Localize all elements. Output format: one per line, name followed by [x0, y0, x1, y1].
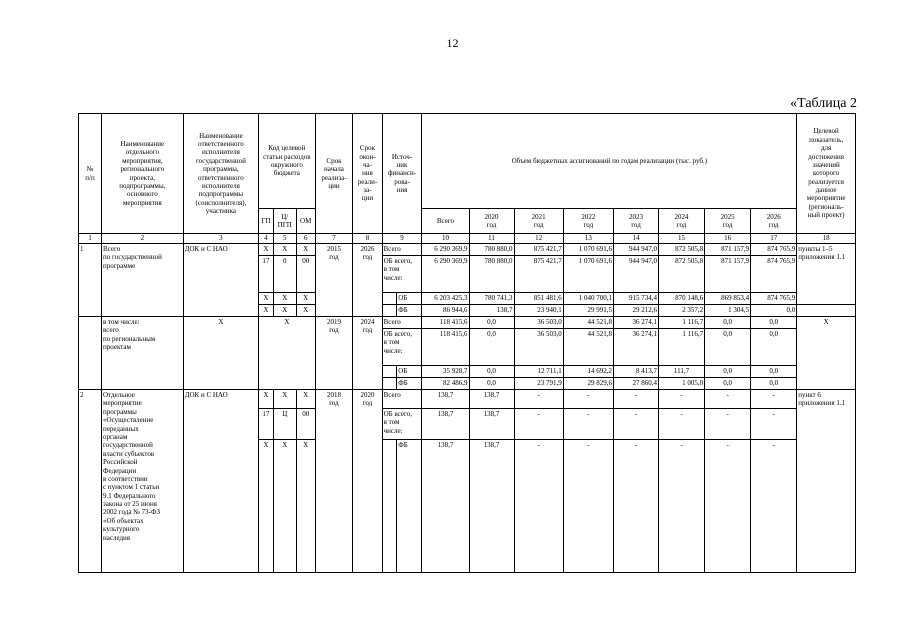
value-2023: 27 860,4 — [614, 378, 659, 390]
value-2023: 8 413,7 — [614, 366, 659, 378]
value-2023: - — [614, 390, 659, 409]
row-target-empty — [797, 305, 856, 317]
value-2026: 0,0 — [751, 329, 797, 366]
value-2021: 12 711,1 — [514, 366, 563, 378]
value-total: 6 290 369,9 — [422, 256, 469, 293]
source-indent — [382, 440, 397, 573]
value-total: 138,7 — [422, 390, 469, 409]
value-total: 86 944,6 — [422, 305, 469, 317]
column-number-row — [79, 234, 856, 244]
row-executor: Х — [183, 317, 258, 390]
code-gp: Х — [259, 293, 274, 305]
row-source: Всего — [382, 244, 422, 256]
table-row — [79, 317, 856, 329]
code-cpgp: Х — [273, 293, 296, 305]
value-2021: - — [514, 440, 563, 573]
col-number: 4 — [259, 234, 274, 244]
value-2022: 29 991,5 — [563, 305, 613, 317]
value-2025: 871 157,9 — [705, 256, 751, 293]
code-om: 00 — [296, 256, 315, 293]
row-source: ОБ всего, в том числе: — [382, 409, 422, 440]
row-end: 2024 год — [353, 317, 382, 390]
value-2026: 874 765,9 — [751, 293, 797, 305]
code-cpgp: Х — [273, 390, 296, 409]
code-cpgp: 0 — [273, 256, 296, 293]
value-2024: 1 116,7 — [659, 329, 705, 366]
source-indent — [382, 366, 397, 378]
value-2021: - — [514, 390, 563, 409]
value-2021: 36 503,0 — [514, 329, 563, 366]
col-number: 16 — [705, 234, 751, 244]
value-2022: 1 070 691,6 — [563, 256, 613, 293]
value-2021: 23 940,1 — [514, 305, 563, 317]
col-number: 10 — [422, 234, 469, 244]
value-2025: 869 853,4 — [705, 293, 751, 305]
row-num: 2 — [79, 390, 102, 573]
value-2022: 44 521,8 — [563, 329, 613, 366]
header-num: № п/п — [79, 114, 102, 234]
header-total: Всего — [422, 209, 469, 234]
value-2023: - — [614, 440, 659, 573]
value-total: 138,7 — [422, 440, 469, 573]
row-name: Всего по государственной программе — [102, 244, 184, 317]
value-2020: 780 880,0 — [469, 244, 514, 256]
header-target: Целевой показатель, для достижения значений которого реализуется данное мероприятие (региональ- ный проект) — [797, 114, 856, 234]
value-2020: 138,7 — [469, 440, 514, 573]
value-total: 118 415,6 — [422, 317, 469, 329]
table-row — [79, 390, 856, 409]
row-start: 2018 год — [315, 390, 353, 573]
row-source: ФБ — [397, 305, 422, 317]
value-2026: 874 765,9 — [751, 256, 797, 293]
header-year-2021: 2021 год — [514, 209, 563, 234]
code-cpgp: Х — [273, 244, 296, 256]
value-2021: 23 791,9 — [514, 378, 563, 390]
value-2024: 111,7 — [659, 366, 705, 378]
code-om: Х — [296, 305, 315, 317]
value-2020: 0,0 — [469, 366, 514, 378]
code-gp: 17 — [259, 409, 274, 440]
value-2024: 1 005,0 — [659, 378, 705, 390]
source-indent — [382, 305, 397, 317]
value-total: 6 203 425,3 — [422, 293, 469, 305]
header-code-om: ОМ — [296, 209, 315, 234]
row-source: Всего — [382, 317, 422, 329]
code-gp: Х — [259, 244, 274, 256]
row-source: ОБ — [397, 366, 422, 378]
row-source: ФБ — [397, 378, 422, 390]
col-number: 8 — [353, 234, 382, 244]
value-2026: - — [751, 440, 797, 573]
col-number: 3 — [183, 234, 258, 244]
value-2024: 870 148,6 — [659, 293, 705, 305]
code-cpgp: Ц — [273, 409, 296, 440]
value-2025: 0,0 — [705, 329, 751, 366]
value-2023: 36 274,1 — [614, 329, 659, 366]
col-number: 5 — [273, 234, 296, 244]
value-2022: 44 521,8 — [563, 317, 613, 329]
header-code-gp: ГП — [259, 209, 274, 234]
col-number: 18 — [797, 234, 856, 244]
header-year-2020: 2020 год — [469, 209, 514, 234]
code-gp: Х — [259, 440, 274, 573]
page-number: 12 — [446, 36, 459, 50]
value-2025: 0,0 — [705, 317, 751, 329]
header-end: Срок окон- ча- ния реали- за- ции — [353, 114, 382, 234]
row-executor: ДОК и С НАО — [183, 244, 258, 317]
col-number: 11 — [469, 234, 514, 244]
value-2020: 138,7 — [469, 390, 514, 409]
row-source: Всего — [382, 390, 422, 409]
table-title: «Таблица 2 — [790, 96, 857, 111]
value-2022: 29 829,6 — [563, 378, 613, 390]
code-om: Х — [296, 293, 315, 305]
value-2023: - — [614, 409, 659, 440]
value-total: 82 486,9 — [422, 378, 469, 390]
value-2024: - — [659, 440, 705, 573]
col-number: 14 — [614, 234, 659, 244]
code-gp: Х — [259, 390, 274, 409]
code-om: Х — [296, 390, 315, 409]
row-source: ОБ — [397, 293, 422, 305]
row-start: 2015 год — [315, 244, 353, 317]
value-2020: 0,0 — [469, 329, 514, 366]
col-number: 9 — [382, 234, 422, 244]
value-total: 35 928,7 — [422, 366, 469, 378]
value-2025: 1 304,5 — [705, 305, 751, 317]
value-2026: 874 765,9 — [751, 244, 797, 256]
value-2023: 944 947,0 — [614, 244, 659, 256]
header-start: Срок начала реализа- ции — [315, 114, 353, 234]
value-2023: 36 274,1 — [614, 317, 659, 329]
value-2025: 871 157,9 — [705, 244, 751, 256]
value-2024: 872 505,8 — [659, 244, 705, 256]
value-2022: 1 040 700,1 — [563, 293, 613, 305]
value-2025: - — [705, 409, 751, 440]
code-cpgp: Х — [273, 305, 296, 317]
value-2022: - — [563, 440, 613, 573]
row-num: 1 — [79, 244, 102, 317]
value-2021: - — [514, 409, 563, 440]
value-2022: - — [563, 409, 613, 440]
value-2023: 944 947,0 — [614, 256, 659, 293]
source-indent — [382, 378, 397, 390]
row-source: ОБ всего, в том числе: — [382, 256, 422, 293]
value-2024: 872 505,8 — [659, 256, 705, 293]
value-2022: 1 070 691,6 — [563, 244, 613, 256]
header-year-2024: 2024 год — [659, 209, 705, 234]
value-2023: 29 212,6 — [614, 305, 659, 317]
code-gp: Х — [259, 305, 274, 317]
value-2021: 36 503,0 — [514, 317, 563, 329]
col-number: 17 — [751, 234, 797, 244]
value-2020: 780 880,0 — [469, 256, 514, 293]
value-2025: 0,0 — [705, 366, 751, 378]
header-year-2025: 2025 год — [705, 209, 751, 234]
code-gp: 17 — [259, 256, 274, 293]
row-end: 2026 год — [353, 244, 382, 317]
col-number: 1 — [79, 234, 102, 244]
value-2026: 0,0 — [751, 378, 797, 390]
code-cpgp: Х — [273, 440, 296, 573]
row-source: ФБ — [397, 440, 422, 573]
value-2022: - — [563, 390, 613, 409]
budget-table — [78, 113, 856, 573]
row-target: пункты 1–5 приложения 1.1 — [797, 244, 856, 305]
value-total: 138,7 — [422, 409, 469, 440]
header-volume: Объем бюджетных ассигнований по годам реализации (тыс. руб.) — [422, 114, 797, 209]
header-code: Код целевой статьи расходов окружного бюджета — [259, 114, 316, 209]
value-2026: 0,0 — [751, 366, 797, 378]
source-indent — [382, 293, 397, 305]
value-2026: - — [751, 390, 797, 409]
row-codes: Х — [259, 317, 316, 390]
header-name: Наименование отдельного мероприятия, регионального проекта, подпрограммы, основного мероприятия — [102, 114, 184, 234]
row-target: пункт 6 приложения 1.1 — [797, 390, 856, 573]
header-year-2023: 2023 год — [614, 209, 659, 234]
code-om: Х — [296, 440, 315, 573]
table-header-row — [79, 114, 856, 209]
row-name: в том числе: всего по региональным проектам — [102, 317, 184, 390]
header-executor: Наименование ответственного исполнителя государственной программы, ответственного исполнителя подпрограммы (соисполнителя), участника — [183, 114, 258, 234]
value-2025: - — [705, 440, 751, 573]
header-source: Источ- ник финанси- рова- ния — [382, 114, 422, 234]
row-end: 2020 год — [353, 390, 382, 573]
value-2021: 851 481,6 — [514, 293, 563, 305]
value-2020: 0,0 — [469, 317, 514, 329]
value-2023: 915 734,4 — [614, 293, 659, 305]
value-2022: 14 692,2 — [563, 366, 613, 378]
value-2021: 875 421,7 — [514, 256, 563, 293]
col-number: 6 — [296, 234, 315, 244]
value-2020: 0,0 — [469, 378, 514, 390]
value-2020: 138,7 — [469, 305, 514, 317]
value-2020: 138,7 — [469, 409, 514, 440]
row-source: ОБ всего, в том числе: — [382, 329, 422, 366]
value-total: 6 290 369,9 — [422, 244, 469, 256]
value-2024: - — [659, 390, 705, 409]
row-start: 2019 год — [315, 317, 353, 390]
row-name: Отдельное мероприятие программы «Осуществление переданных органам государственной власти субъектов Российской Федерации в соответствии с пунктом 1 статьи 9.1 Федерального закона от 25 июня 2002 года № 73-ФЗ «Об объектах культурного наследия — [102, 390, 184, 573]
row-num — [79, 317, 102, 390]
value-2025: 0,0 — [705, 378, 751, 390]
col-number: 7 — [315, 234, 353, 244]
header-year-2026: 2026 год — [751, 209, 797, 234]
value-2025: - — [705, 390, 751, 409]
value-total: 118 415,6 — [422, 329, 469, 366]
value-2026: 0,0 — [751, 317, 797, 329]
header-code-cpgp: Ц/ПГП — [273, 209, 296, 234]
col-number: 15 — [659, 234, 705, 244]
code-om: Х — [296, 244, 315, 256]
code-om: 00 — [296, 409, 315, 440]
col-number: 13 — [563, 234, 613, 244]
value-2026: - — [751, 409, 797, 440]
table-row — [79, 244, 856, 256]
value-2021: 875 421,7 — [514, 244, 563, 256]
value-2024: 1 116,7 — [659, 317, 705, 329]
value-2026: 0,0 — [751, 305, 797, 317]
row-target: Х — [797, 317, 856, 390]
col-number: 12 — [514, 234, 563, 244]
value-2024: 2 357,2 — [659, 305, 705, 317]
value-2020: 780 741,3 — [469, 293, 514, 305]
value-2024: - — [659, 409, 705, 440]
row-executor: ДОК и С НАО — [183, 390, 258, 573]
col-number: 2 — [102, 234, 184, 244]
header-year-2022: 2022 год — [563, 209, 613, 234]
